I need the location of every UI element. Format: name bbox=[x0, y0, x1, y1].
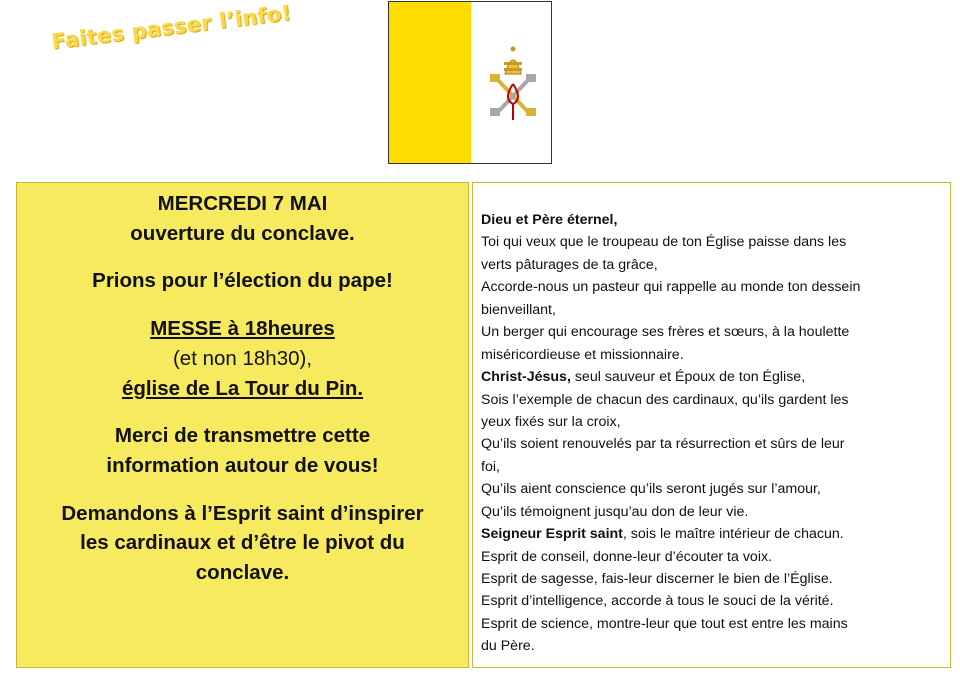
papal-keys-tiara-icon bbox=[488, 44, 538, 124]
announcement-opening: ouverture du conclave. bbox=[130, 221, 355, 245]
prayer-line: Un berger qui encourage ses frères et sœurs, à la houlette bbox=[481, 324, 850, 341]
prayer-line: Esprit d’intelligence, accorde à tous le souci de la vérité. bbox=[481, 593, 834, 610]
banner-text: Faites passer l’info! bbox=[50, 0, 293, 54]
prayer-line: du Père. bbox=[481, 638, 535, 655]
prayer-line: Toi qui veux que le troupeau de ton Église paisse dans les bbox=[481, 234, 847, 251]
prayer-line: Qu’ils soient renouvelés par ta résurrection et sûrs de leur bbox=[481, 436, 845, 453]
flag-yellow-band bbox=[389, 2, 471, 163]
prayer-line: Esprit de conseil, donne-leur d’écouter ta voix. bbox=[481, 548, 773, 565]
announcement-panel bbox=[16, 182, 469, 668]
prayer-panel bbox=[472, 182, 951, 668]
prayer-line: verts pâturages de ta grâce, bbox=[481, 256, 658, 273]
announcement-church: église de La Tour du Pin. bbox=[121, 376, 364, 400]
prayer-invocation: Christ-Jésus, bbox=[481, 369, 571, 386]
vatican-flag bbox=[388, 1, 552, 164]
prayer-invocation: Seigneur Esprit saint bbox=[481, 526, 623, 543]
prayer-line: yeux fixés sur la croix, bbox=[481, 413, 621, 430]
prayer-line-rest: seul sauveur et Époux de ton Église, bbox=[570, 369, 806, 386]
prayer-line: Esprit de science, montre-leur que tout est entre les mains bbox=[481, 615, 848, 632]
flag-white-band bbox=[471, 2, 551, 163]
prayer-line: bienveillant, bbox=[481, 301, 556, 318]
prayer-line: Sois l’exemple de chacun des cardinaux, qu’ils gardent les bbox=[481, 391, 849, 408]
prayer-line: Qu’ils aient conscience qu’ils seront jugés sur l’amour, bbox=[481, 481, 821, 498]
announcement-note: (et non 18h30), bbox=[172, 346, 313, 370]
prayer-line: Accorde-nous un pasteur qui rappelle au monde ton dessein bbox=[481, 279, 861, 296]
announcement-ask-3: conclave. bbox=[195, 561, 290, 585]
prayer-line: Esprit de sagesse, fais-leur discerner le bien de l’Église. bbox=[481, 571, 833, 587]
announcement-mass: MESSE à 18heures bbox=[150, 317, 335, 341]
prayer-line: miséricordieuse et missionnaire. bbox=[481, 346, 684, 363]
announcement-thanks-1: Merci de transmettre cette bbox=[114, 424, 371, 448]
announcement-ask-2: les cardinaux et d’être le pivot du bbox=[80, 531, 405, 555]
announcement-ask-1: Demandons à l’Esprit saint d’inspirer bbox=[61, 501, 424, 525]
prayer-line: foi, bbox=[481, 458, 500, 475]
prayer-line bbox=[481, 523, 942, 545]
prayer-line: Dieu et Père éternel, bbox=[481, 212, 618, 228]
announcement-date: MERCREDI 7 MAI bbox=[157, 192, 328, 215]
prayer-line bbox=[481, 366, 942, 388]
announcement-thanks-2: information autour de vous! bbox=[106, 454, 379, 478]
announcement-pray: Prions pour l’élection du pape! bbox=[92, 269, 393, 293]
prayer-line: Qu’ils témoignent jusqu’au don de leur vie. bbox=[481, 503, 749, 520]
prayer-line-rest: , sois le maître intérieur de chacun. bbox=[622, 526, 844, 543]
